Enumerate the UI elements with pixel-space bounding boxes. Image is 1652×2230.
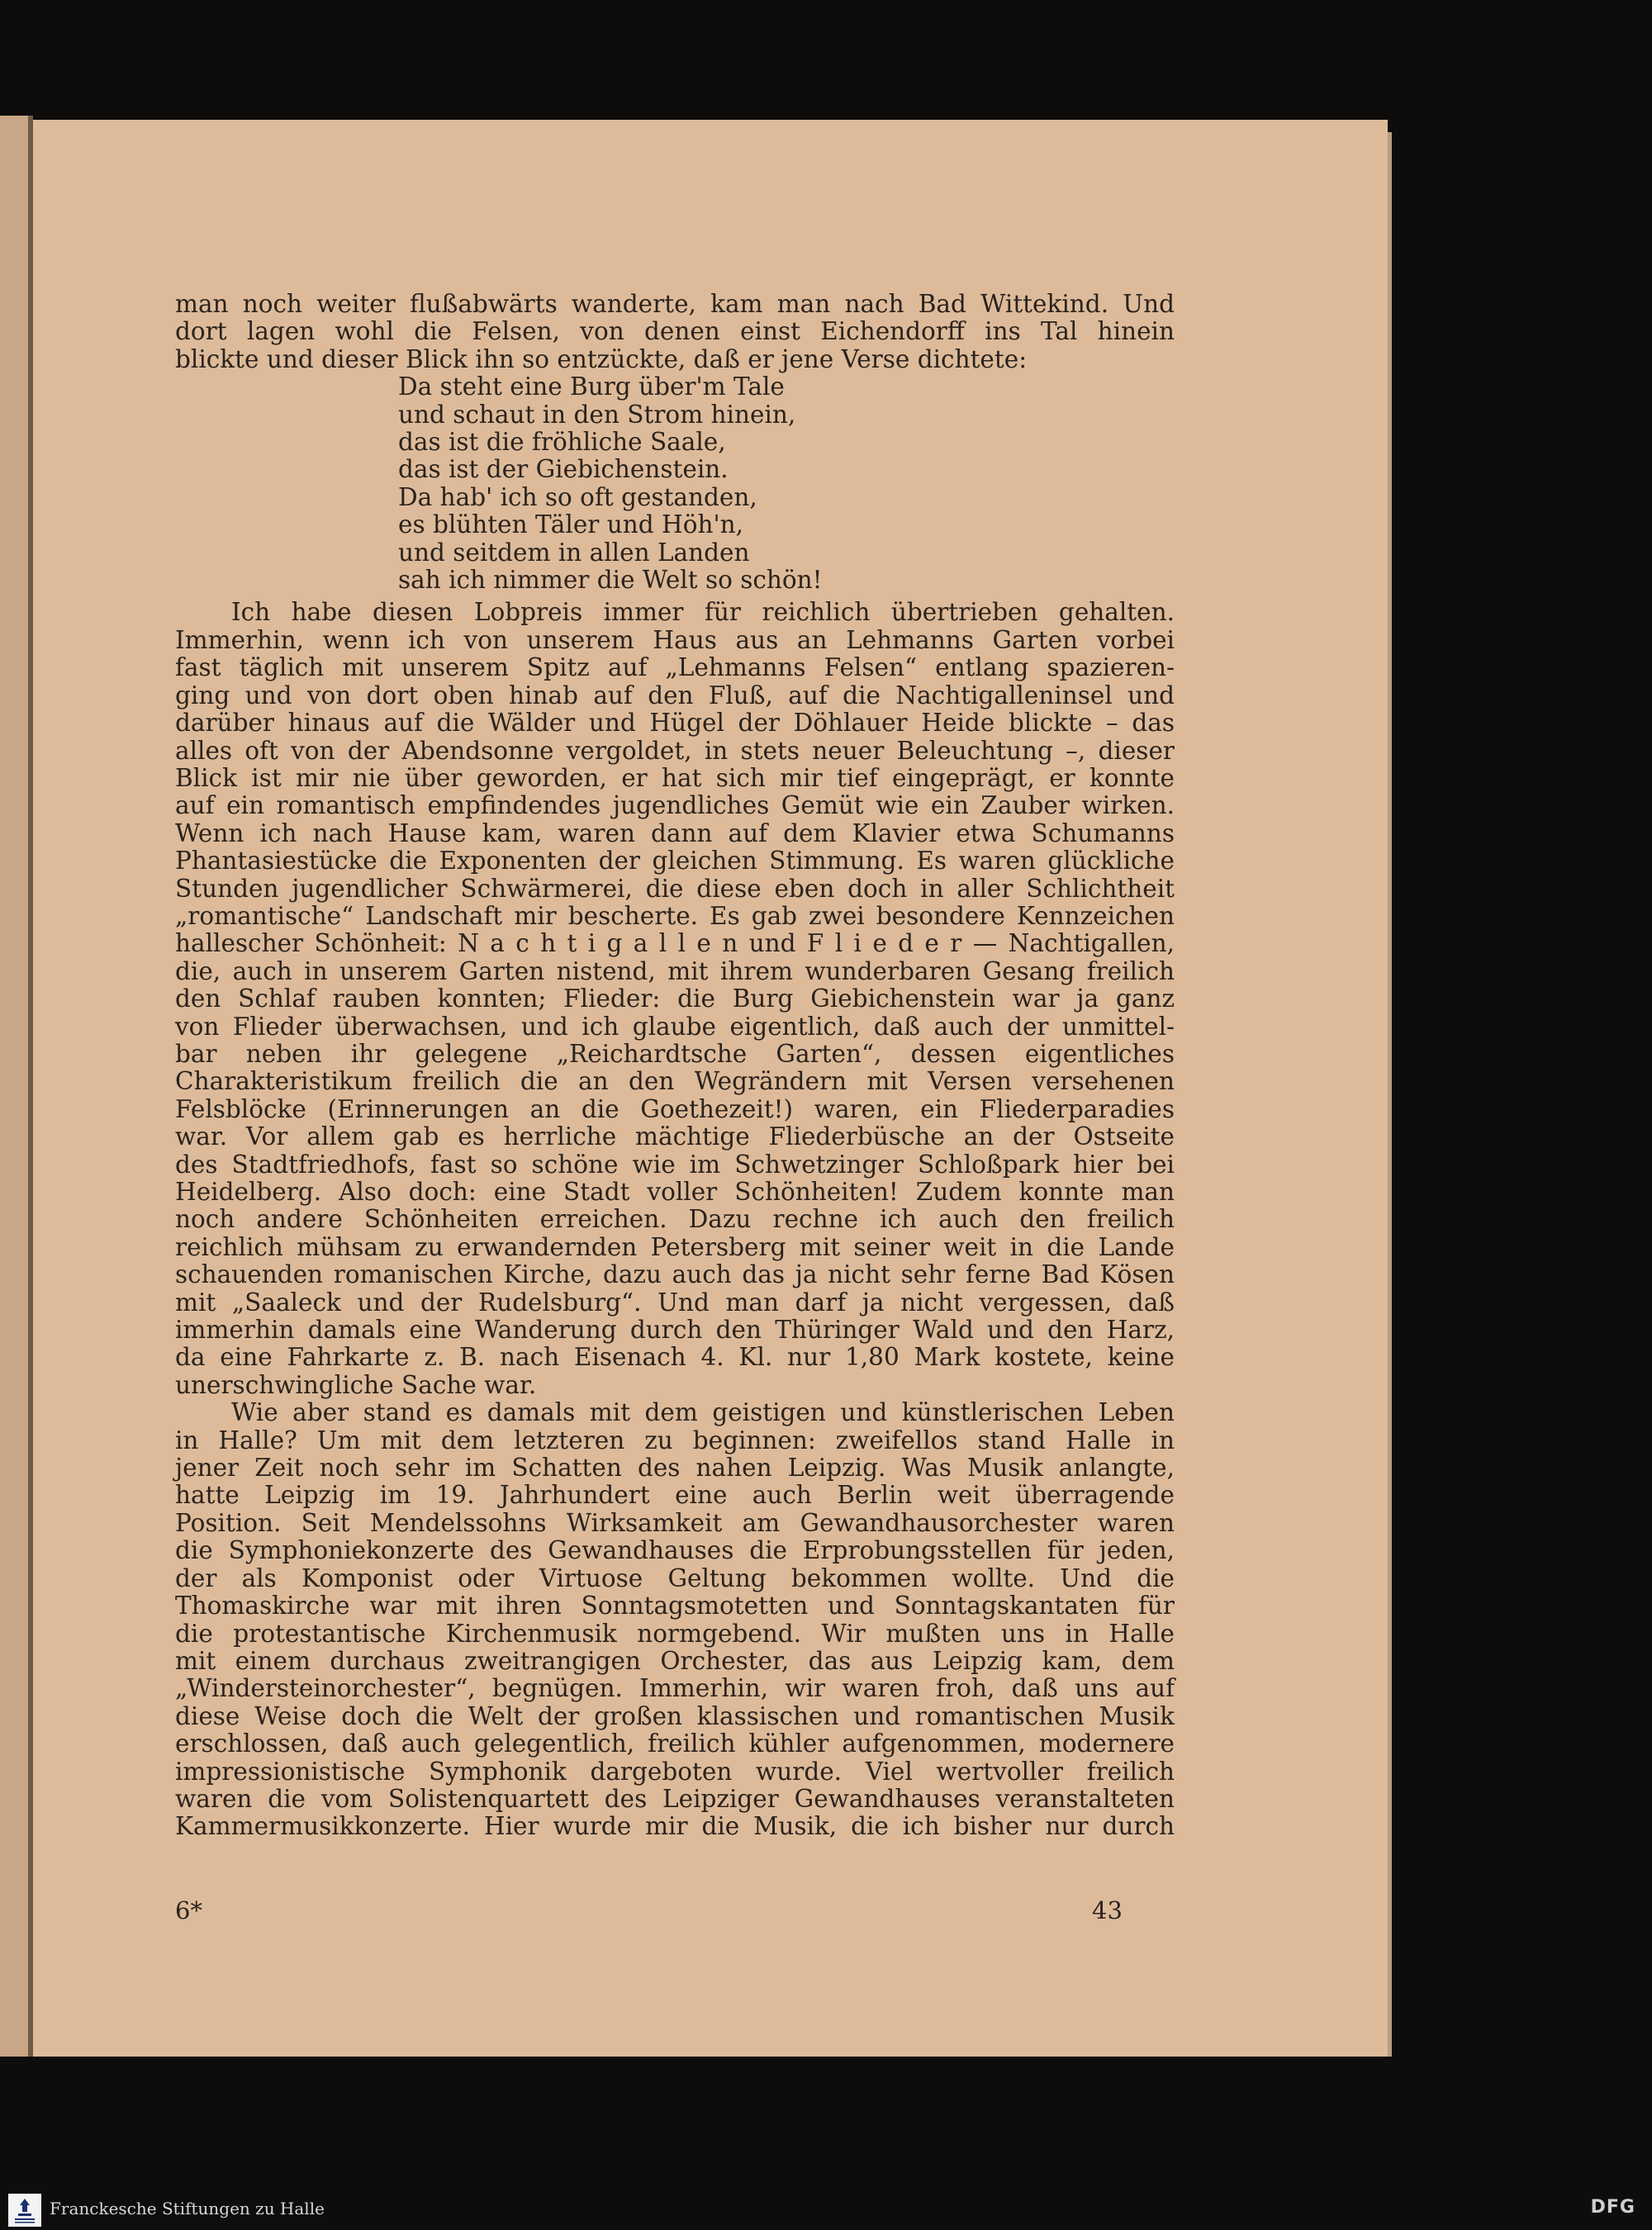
text-line: bar neben ihr gelegene „Reichardtsche Garten“, dessen eigentliches <box>175 1039 1175 1068</box>
verse-line: sah ich nimmer die Welt so schön! <box>398 566 823 595</box>
text-line: des Stadtfriedhofs, fast so schöne wie im Schwetzinger Schloßpark hier bei <box>175 1150 1175 1179</box>
paragraph-2 <box>175 599 1175 1399</box>
verse-line: und schaut in den Strom hinein, <box>398 400 796 429</box>
text-line: Wenn ich nach Hause kam, waren dann auf dem Klavier etwa Schumanns <box>175 818 1175 847</box>
text-line: Thomaskirche war mit ihren Sonntagsmotetten und Sonntagskantaten für <box>175 1592 1175 1620</box>
text-line: mit einem durchaus zweitrangigen Orchester, das aus Leipzig kam, dem <box>175 1646 1175 1675</box>
text-line: von Flieder überwachsen, und ich glaube eigentlich, daß auch der unmittel- <box>175 1012 1175 1041</box>
text-line: darüber hinaus auf die Wälder und Hügel der Döhlauer Heide blickte – das <box>175 709 1175 738</box>
text-line: Immerhin, wenn ich von unserem Haus aus an Lehmanns Garten vorbei <box>175 625 1175 654</box>
text-line: der als Komponist oder Virtuose Geltung bekommen wollte. Und die <box>175 1563 1175 1592</box>
text-line: Felsblöcke (Erinnerungen an die Goethezeit!) waren, ein Fliederparadies <box>175 1094 1175 1123</box>
left-page-edge <box>0 116 33 2057</box>
text-line: unerschwingliche Sache war. <box>175 1370 537 1399</box>
text-line: da eine Fahrkarte z. B. nach Eisenach 4. Kl. nur 1,80 Mark kostete, keine <box>175 1343 1175 1372</box>
text-line: diese Weise doch die Welt der großen klassischen und romantischen Musik <box>175 1701 1175 1730</box>
verse-line: Da steht eine Burg über'm Tale <box>398 372 785 401</box>
paragraph-3 <box>175 1399 1175 1841</box>
text-line: man noch weiter flußabwärts wanderte, kam man nach Bad Wittekind. Und <box>175 290 1175 318</box>
text-line: ging und von dort oben hinab auf den Fluß, auf die Nachtigalleninsel und <box>175 681 1175 709</box>
text-line: blickte und dieser Blick ihn so entzückte, daß er jene Verse dichtete: <box>175 344 1028 373</box>
text-line: war. Vor allem gab es herrliche mächtige Fliederbüsche an der Ostseite <box>175 1122 1175 1151</box>
viewer-footer <box>0 2190 1652 2230</box>
text-line: Blick ist mir nie über geworden, er hat sich mir tief eingeprägt, er konnte <box>175 763 1175 792</box>
dfg-logo: DFG <box>1590 2197 1635 2218</box>
verse-block <box>175 373 1175 594</box>
text-line: fast täglich mit unserem Spitz auf „Lehmanns Felsen“ entlang spazieren- <box>175 653 1175 682</box>
text-line: alles oft von der Abendsonne vergoldet, in stets neuer Beleuchtung –, dieser <box>175 736 1175 765</box>
text-line: mit „Saaleck und der Rudelsburg“. Und man darf ja nicht vergessen, daß <box>175 1288 1175 1317</box>
text-line: Heidelberg. Also doch: eine Stadt voller Schönheiten! Zudem konnte man <box>175 1178 1175 1206</box>
text-line: Wie aber stand es damals mit dem geistigen und künstlerischen Leben <box>231 1398 1175 1427</box>
verse-line: und seitdem in allen Landen <box>398 538 750 567</box>
text-line: erschlossen, daß auch gelegentlich, freilich kühler aufgenommen, modernere <box>175 1729 1175 1758</box>
text-line: Kammermusikkonzerte. Hier wurde mir die Musik, die ich bisher nur durch <box>175 1812 1175 1841</box>
franckesche-stiftungen-logo-icon[interactable] <box>8 2194 41 2227</box>
text-line: impressionistische Symphonik dargeboten wurde. Viel wertvoller freilich <box>175 1757 1175 1786</box>
paragraph-1 <box>175 291 1175 373</box>
text-line: Position. Seit Mendelssohns Wirksamkeit am Gewandhausorchester waren <box>175 1508 1175 1537</box>
text-line: „Windersteinorchester“, begnügen. Immerhin, wir waren froh, daß uns auf <box>175 1674 1175 1703</box>
text-line: „romantische“ Landschaft mir bescherte. Es gab zwei besondere Kennzeichen <box>175 901 1175 930</box>
verse-line: das ist der Giebichenstein. <box>398 455 729 484</box>
text-line: hallescher Schönheit: N a c h t i g a l l e n und F l i e d e r — Nachtigallen, <box>175 929 1175 958</box>
text-line: waren die vom Solistenquartett des Leipziger Gewandhauses veranstalteten <box>175 1784 1175 1813</box>
text-line: jener Zeit noch sehr im Schatten des nahen Leipzig. Was Musik anlangte, <box>175 1454 1175 1483</box>
page-text <box>175 291 1175 1841</box>
verse-line: Da hab' ich so oft gestanden, <box>398 482 757 511</box>
footer-label[interactable]: Franckesche Stiftungen zu Halle <box>50 2199 325 2218</box>
text-line: noch andere Schönheiten erreichen. Dazu rechne ich auch den freilich <box>175 1205 1175 1234</box>
text-line: in Halle? Um mit dem letzteren zu beginnen: zweifellos stand Halle in <box>175 1426 1175 1454</box>
text-line: Phantasiestücke die Exponenten der gleichen Stimmung. Es waren glückliche <box>175 847 1175 875</box>
text-line: hatte Leipzig im 19. Jahrhundert eine auch Berlin weit überragende <box>175 1481 1175 1510</box>
text-line: immerhin damals eine Wanderung durch den Thüringer Wald und den Harz, <box>175 1316 1175 1345</box>
text-line: Stunden jugendlicher Schwärmerei, die diese eben doch in aller Schlichtheit <box>175 874 1175 903</box>
verse-line: das ist die fröhliche Saale, <box>398 428 726 457</box>
text-line: Ich habe diesen Lobpreis immer für reichlich übertrieben gehalten. <box>231 598 1175 627</box>
text-line: schauenden romanischen Kirche, dazu auch das ja nicht sehr ferne Bad Kösen <box>175 1260 1175 1289</box>
text-line: den Schlaf rauben konnten; Flieder: die Burg Giebichenstein war ja ganz <box>175 985 1175 1013</box>
text-line: auf ein romantisch empfindendes jugendliches Gemüt wie ein Zauber wirken. <box>175 791 1175 820</box>
text-line: die Symphoniekonzerte des Gewandhauses die Erprobungsstellen für jeden, <box>175 1536 1175 1565</box>
text-line: die protestantische Kirchenmusik normgebend. Wir mußten uns in Halle <box>175 1619 1175 1648</box>
page-signature: 6* <box>175 1896 202 1924</box>
verse-line: es blühten Täler und Höh'n, <box>398 510 743 539</box>
text-line: Charakteristikum freilich die an den Wegrändern mit Versen versehenen <box>175 1067 1175 1096</box>
text-line: die, auch in unserem Garten nistend, mit ihrem wunderbaren Gesang freilich <box>175 956 1175 985</box>
text-line: dort lagen wohl die Felsen, von denen einst Eichendorff ins Tal hinein <box>175 317 1175 346</box>
text-line: reichlich mühsam zu erwandernden Petersberg mit seiner weit in die Lande <box>175 1232 1175 1261</box>
page-number: 43 <box>1092 1896 1123 1924</box>
